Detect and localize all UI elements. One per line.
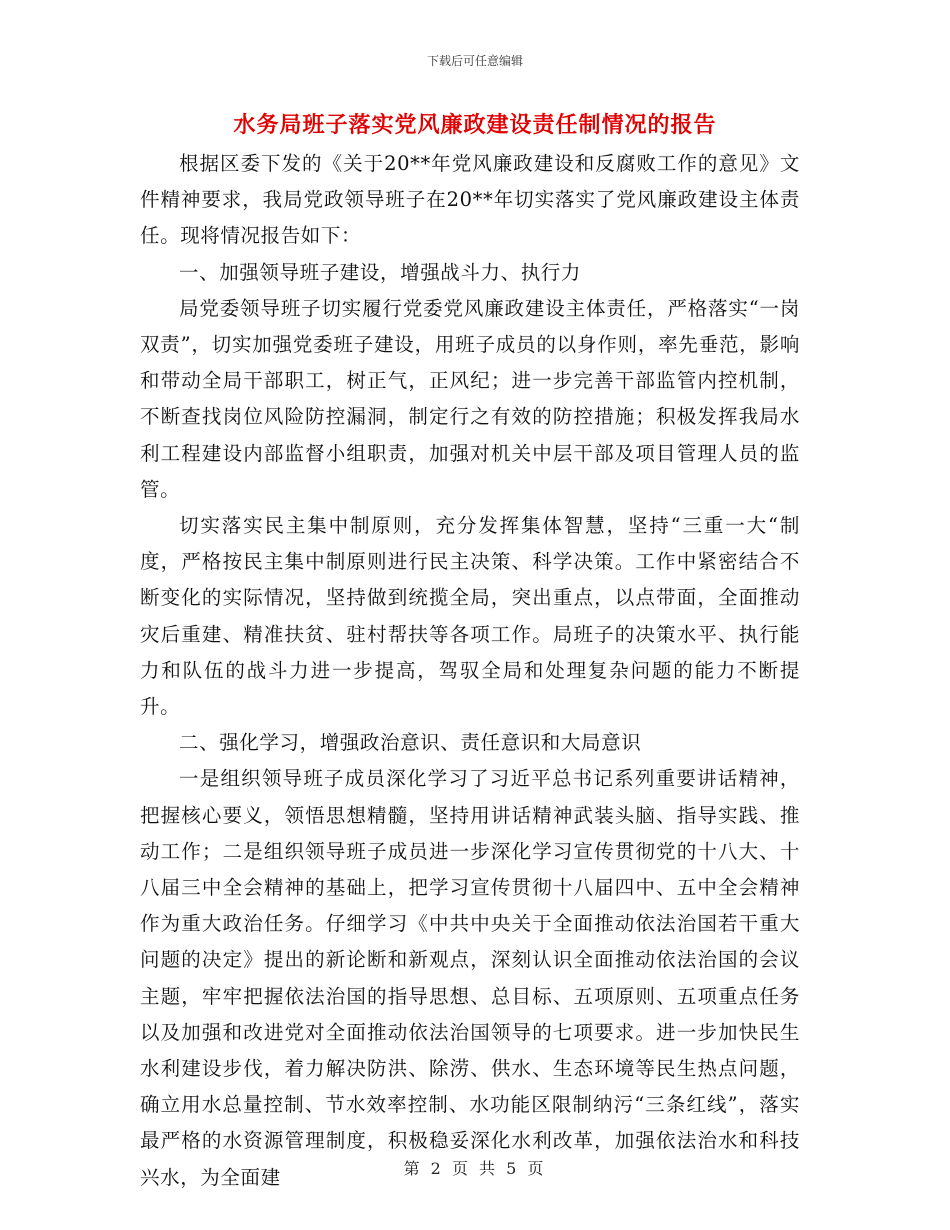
section-heading-2: 二、强化学习，增强政治意识、责任意识和大局意识: [179, 731, 642, 755]
header-note: 下载后可任意编辑: [426, 54, 523, 68]
section-heading-1: 一、加强领导班子建设，增强战斗力、执行力: [179, 260, 582, 284]
paragraph: 切实落实民主集中制原则，充分发挥集体智慧，坚持“三重一大“制度，严格按民主集中制原则进行民主决策、科学决策。工作中紧密结合不断变化的实际情况，坚持做到统揽全局，突出重点，以点带面，全面推动灾后重建、精准扶贫、驻村帮扶等各项工作。局班子的决策水平、执行能力和队伍的战斗力进一步提高，驾驭全局和处理复杂问题的能力不断提升。: [140, 514, 800, 719]
page-number: 第 2 页 共 5 页: [403, 1159, 547, 1178]
paragraph: 一是组织领导班子成员深化学习了习近平总书记系列重要讲话精神，把握核心要义，领悟思想精髓，坚持用讲话精神武装头脑、指导实践、推动工作；二是组织领导班子成员进一步深化学习宣传贯彻党的十八大、十八届三中全会精神的基础上，把学习宣传贯彻十八届四中、五中全会精神作为重大政治任务。仔细学习《中共中央关于全面推动依法治国若干重大问题的决定》提出的新论断和新观点，深刻认识全面推动依法治国的会议主题，牢牢把握依法治国的指导思想、总目标、五项原则、五项重点任务以及加强和改进党对全面推动依法治国领导的七项要求。进一步加快民生水利建设步伐，着力解决防洪、除涝、供水、生态环境等民生热点问题，确立用水总量控制、节水效率控制、水功能区限制纳污“三条红线”，落实最严格的水资源管理制度，积极稳妥深化水利改革，加强依法治水和科技兴水，为全面建: [140, 767, 800, 1189]
document-title: 水务局班子落实党风廉政建设责任制情况的报告: [233, 112, 717, 138]
paragraph: 局党委领导班子切实履行党委党风廉政建设主体责任，严格落实“一岗双责”，切实加强党委班子建设，用班子成员的以身作则，率先垂范，影响和带动全局干部职工，树正气，正风纪；进一步完善干部监管内控机制，不断查找岗位风险防控漏洞，制定行之有效的防控措施；积极发挥我局水利工程建设内部监督小组职责，加强对机关中层干部及项目管理人员的监管。: [140, 296, 800, 501]
paragraph-intro: 根据区委下发的《关于20**年党风廉政建设和反腐败工作的意见》文件精神要求，我局党政领导班子在20**年切实落实了党风廉政建设主体责任。现将情况报告如下：: [140, 152, 800, 248]
document-body: [140, 146, 800, 1196]
